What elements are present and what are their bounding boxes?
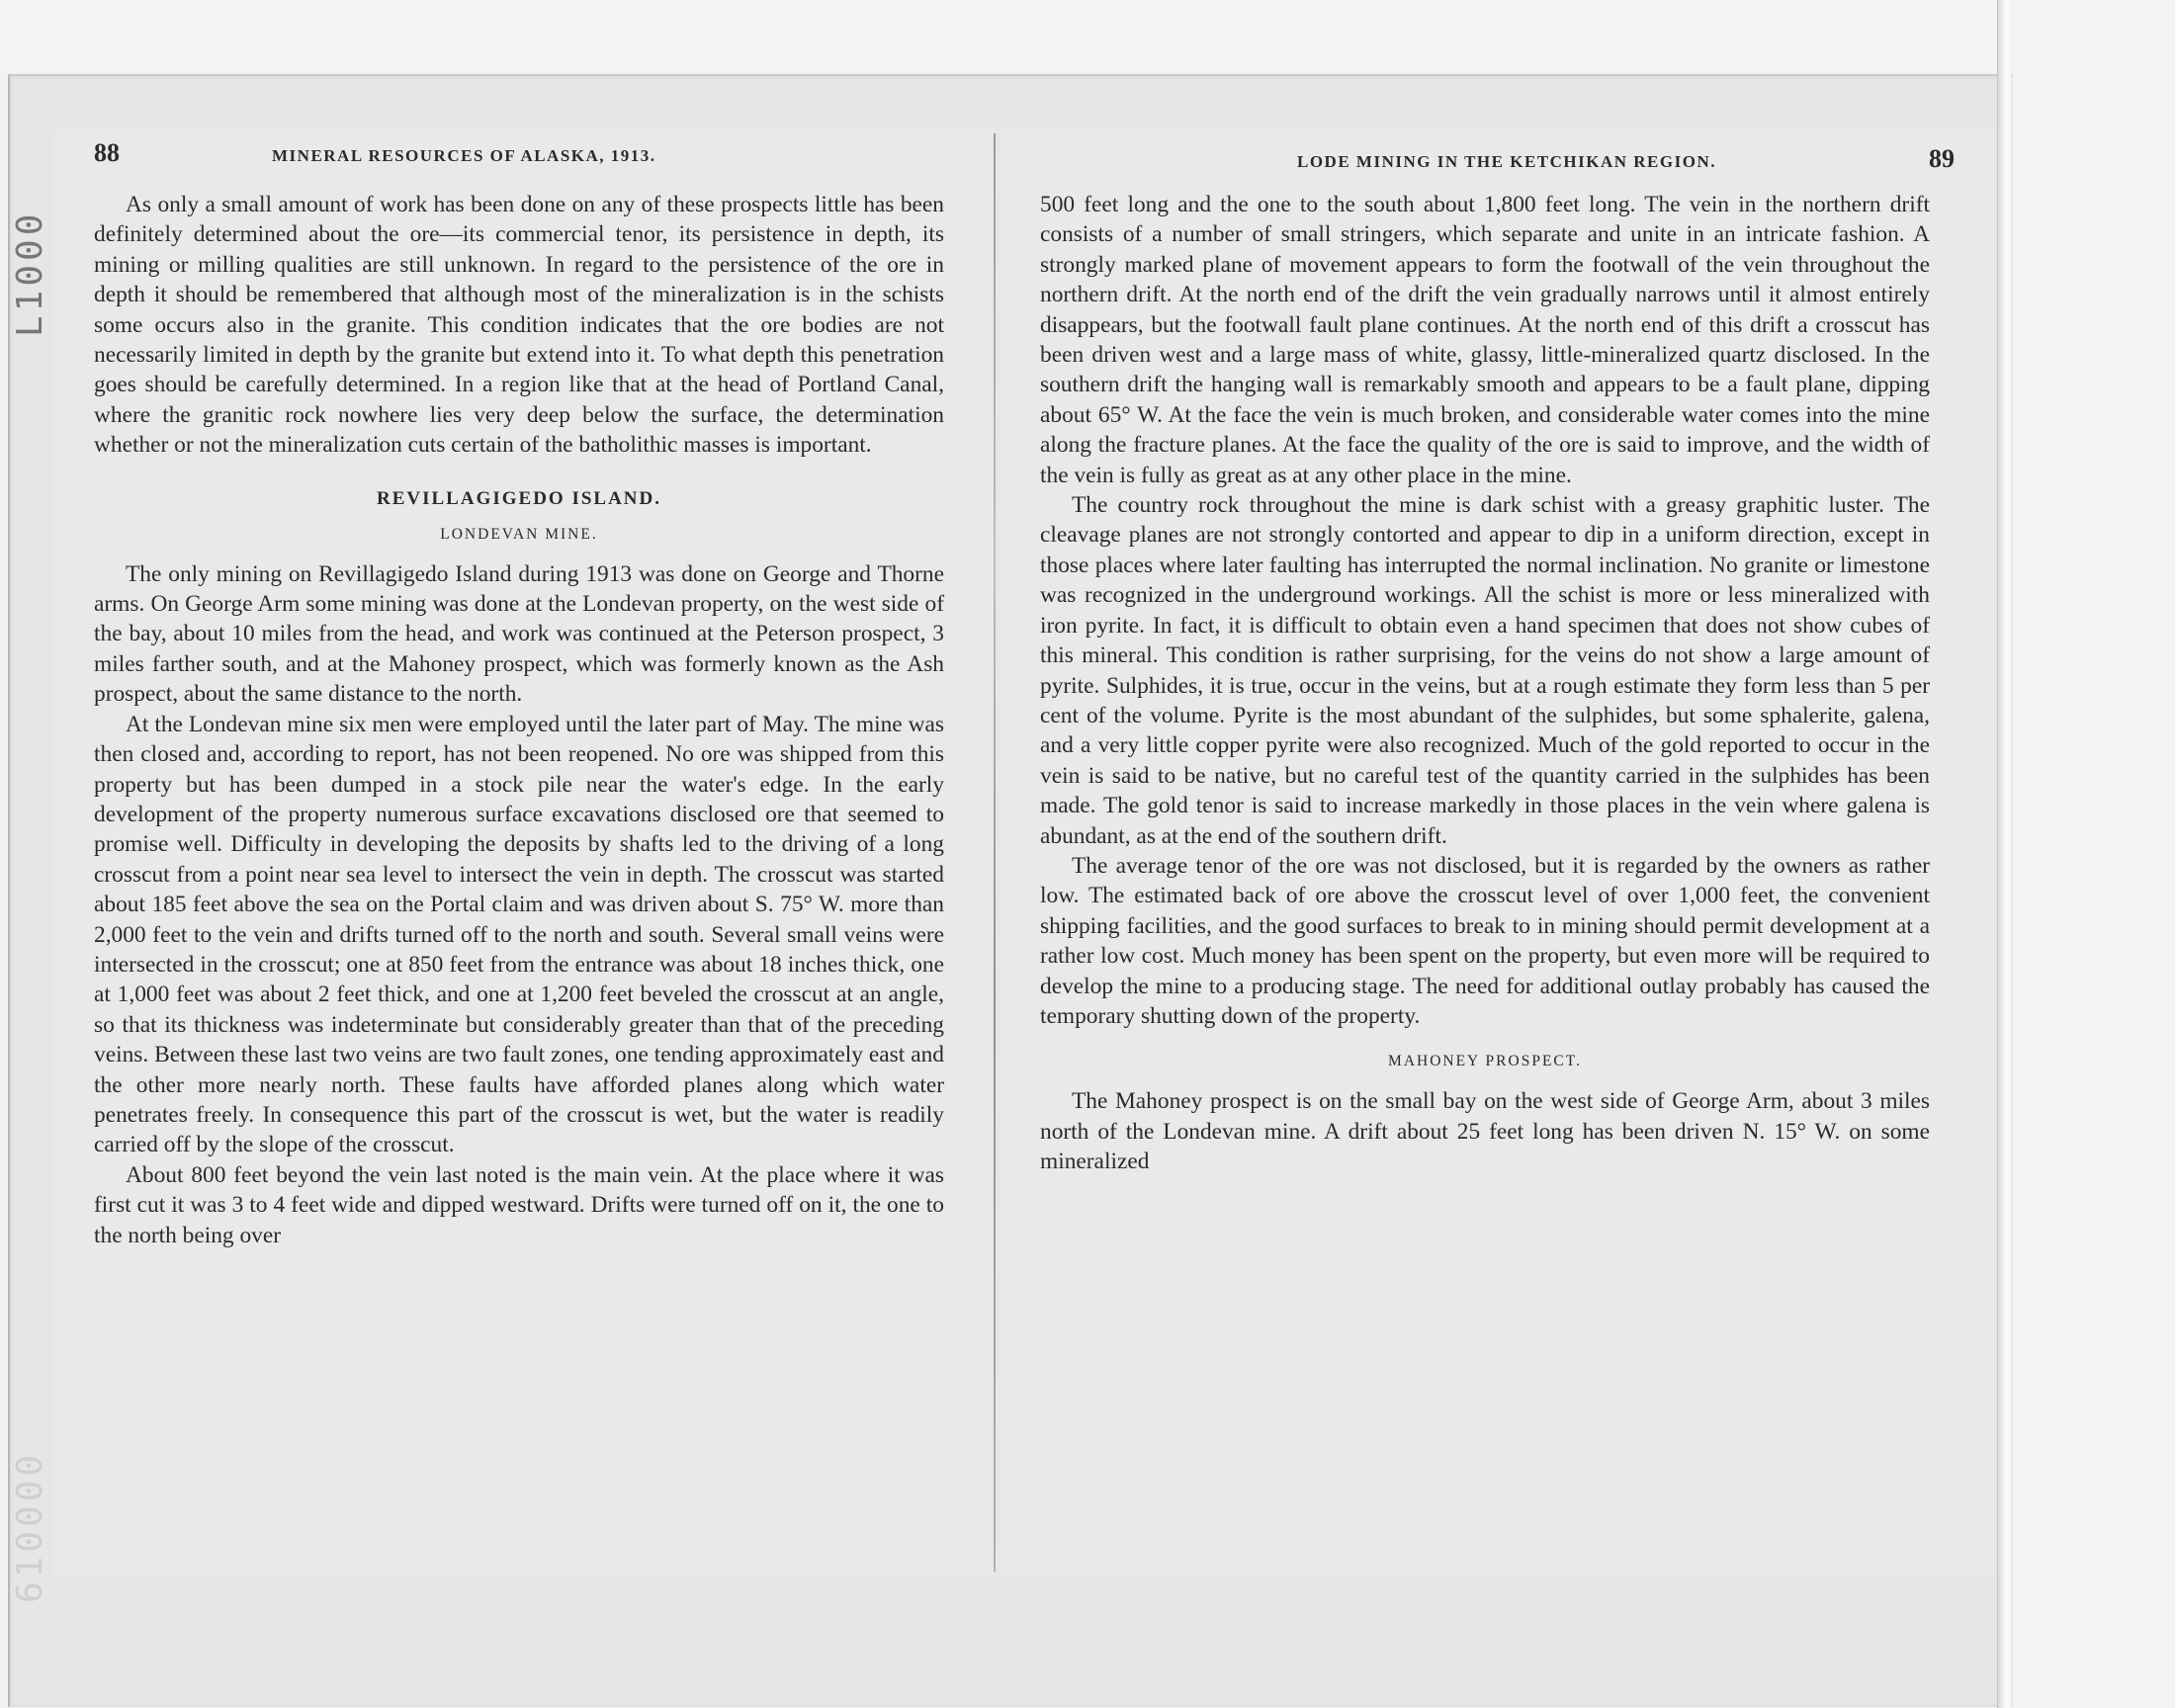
- subsection-heading: MAHONEY PROSPECT.: [1388, 1053, 1582, 1070]
- subsection-heading: LONDEVAN MINE.: [440, 525, 598, 543]
- right-page: [1000, 128, 1994, 1577]
- paragraph: The country rock throughout the mine is dark schist with a greasy graphitic luster. The cleavage planes are not strongly contorted and appear to dip in a uniform direction, except in those places where later faulting has interrupted the normal inclination. No granite or limestone was recognized in the underground workings. All the schist is more or less mineralized with iron pyrite. In fact, it is difficult to obtain even a hand specimen that does not show cubes of this mineral. This condition is rather surprising, for the veins do not show a large amount of pyrite. Sulphides, it is true, occur in the veins, but at a rough estimate they form less than 5 per cent of the volume. Pyrite is the most abundant of the sulphides, but some sphalerite, galena, and a very little copper pyrite were also recognized. Much of the gold reported to occur in the vein is said to be native, but no careful test of the quantity carried in the sulphides has been made. The gold tenor is said to increase markedly in those places in the vein where galena is abundant, as at the end of the southern drift.: [1040, 492, 1930, 849]
- left-page-text: [94, 190, 944, 1250]
- paragraph: 500 feet long and the one to the south about 1,800 feet long. The vein in the northern drift consists of a number of small stringers, which separate and unite in an intricate fashion. A strongly marked plane of movement appears to form the footwall of the vein throughout the northern drift. At the north end of the drift the vein gradually narrows until it almost entirely disappears, but the footwall fault plane continues. At the north end of this drift a crosscut has been driven west and a large mass of white, glassy, little-mineralized quartz disclosed. In the southern drift the hanging wall is remarkably smooth and appears to be a fault plane, dipping about 65° W. At the face the vein is much broken, and considerable water comes into the mine along the fracture planes. At the face the quality of the ore is said to improve, and the width of the vein is fully as great as at any other place in the mine.: [1040, 192, 1930, 488]
- left-page: [54, 128, 994, 1577]
- section-heading: REVILLAGIGEDO ISLAND.: [377, 487, 661, 509]
- paragraph: The Mahoney prospect is on the small bay on the west side of George Arm, about 3 miles north of the Londevan mine. A drift about 25 feet long has been driven N. 15° W. on some mineralized: [1040, 1088, 1930, 1175]
- paragraph: As only a small amount of work has been done on any of these prospects little has been definitely determined about the ore—its commercial tenor, its persistence in depth, its mining or milling qualities are still unknown. In regard to the persistence of the ore in depth it should be remembered that although most of the mineralization is in the schists some occurs also in the granite. This condition indicates that the ore bodies are not necessarily limited in depth by the granite but extend into it. To what depth this penetration goes should be carefully determined. In a region like that at the head of Portland Canal, where the granitic rock nowhere lies very deep below the surface, the determination whether or not the mineralization cuts certain of the batholithic masses is important.: [94, 192, 944, 459]
- right-page-text: [1040, 190, 1930, 1177]
- archive-stamp: L1000: [10, 210, 50, 338]
- scan-edge: [1997, 0, 2012, 1708]
- paragraph: About 800 feet beyond the vein last noted is the main vein. At the place where it was first cut it was 3 to 4 feet wide and dipped westward. Drifts were turned off on it, the one to the north being over: [94, 1161, 944, 1248]
- paragraph: At the Londevan mine six men were employed until the later part of May. The mine was then closed and, according to report, has not been reopened. No ore was shipped from this property but has been dumped in a stock pile near the water's edge. In the early development of the property numerous surface excavations disclosed ore that seemed to promise well. Difficulty in developing the deposits by shafts led to the driving of a long crosscut from a point near sea level to intersect the vein in depth. The crosscut was started about 185 feet above the sea on the Portal claim and was driven about S. 75° W. more than 2,000 feet to the vein and drifts turned off to the north and south. Several small veins were intersected in the crosscut; one at 850 feet from the entrance was about 18 inches thick, one at 1,000 feet was about 2 feet thick, and one at 1,200 feet beveled the crosscut at an angle, so that its thickness was indeterminate but considerably greater than that of the preceding veins. Between these last two veins are two fault zones, one tending approximately east and the other more nearly north. These faults have afforded planes along which water penetrates freely. In consequence this part of the crosscut is wet, but the water is readily carried off by the slope of the crosscut.: [94, 711, 944, 1158]
- page-number: 88: [94, 138, 120, 167]
- right-page-header: [1040, 142, 1955, 176]
- paragraph: The only mining on Revillagigedo Island during 1913 was done on George and Thorne arms. On George Arm some mining was done at the Londevan property, on the west side of the bay, about 10 miles from the head, and work was continued at the Peterson prospect, 3 miles farther south, and at the Mahoney prospect, which was formerly known as the Ash prospect, about the same distance to the north.: [94, 560, 944, 708]
- running-head: MINERAL RESOURCES OF ALASKA, 1913.: [272, 146, 656, 165]
- paragraph: The average tenor of the ore was not disclosed, but it is regarded by the owners as rather low. The estimated back of ore above the crosscut level of over 1,000 feet, the convenient shipping facilities, and the good surfaces to break to in mining should permit development at a rather low cost. Much money has been spent on the property, but even more will be required to develop the mine to a producing stage. The need for additional outlay probably has caused the temporary shutting down of the property.: [1040, 852, 1930, 1029]
- page-number: 89: [1929, 144, 1955, 173]
- running-head: LODE MINING IN THE KETCHIKAN REGION.: [1297, 152, 1716, 171]
- left-page-header: [94, 138, 954, 176]
- archive-stamp-faint: 610000: [10, 1450, 50, 1604]
